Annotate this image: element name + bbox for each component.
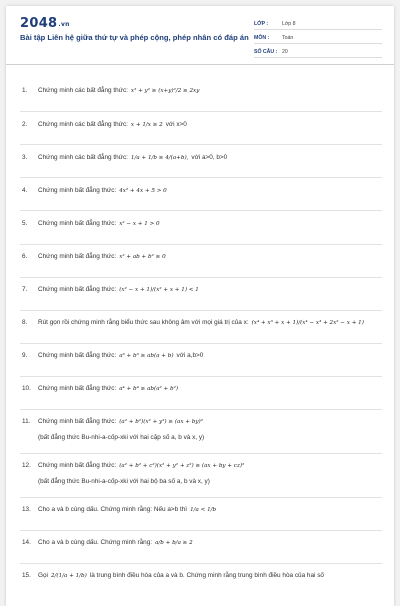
- question-number: 10.: [22, 385, 31, 392]
- question-item: [22, 505, 382, 515]
- question-text: Chứng minh bất đẳng thức:: [38, 385, 117, 392]
- question-text: Chứng minh bất đẳng thức:: [38, 352, 117, 359]
- question-item: [22, 219, 382, 229]
- meta-label: LỚP :: [254, 20, 269, 27]
- question-number: 5.: [22, 220, 28, 227]
- question-math: (a² + b² + c²)(x² + y² + z²) ≥ (ax + by + cz)²: [119, 463, 245, 469]
- question-condition: với a,b>0: [176, 352, 204, 359]
- question-item: [22, 285, 382, 295]
- document-meta: [254, 18, 382, 60]
- question-divider: [20, 144, 382, 145]
- question-divider: [20, 277, 382, 278]
- question-item: [22, 318, 382, 328]
- question-number: 14.: [22, 539, 31, 546]
- question-number: 11.: [22, 418, 31, 425]
- question-condition: với x>0: [165, 121, 187, 128]
- question-math: a⁴ + b⁴ ≥ ab(a² + b²): [119, 386, 179, 392]
- meta-row-subject: [254, 32, 382, 44]
- question-continuation: là trung bình điều hòa của a và b. Chứng minh rằng trung bình điều hòa của hai số: [89, 572, 324, 579]
- question-divider: [20, 244, 382, 245]
- meta-value: 20: [282, 48, 288, 55]
- question-math: 1/a + 1/b ≥ 4/(a+b),: [130, 155, 189, 161]
- question-math: (a² + b²)(x² + y²) ≥ (ax + by)²: [119, 419, 203, 425]
- meta-value: Lớp 8: [282, 20, 296, 27]
- question-math: x + 1/x ≥ 2: [130, 122, 163, 128]
- question-math: a/b + b/a ≥ 2: [155, 540, 193, 546]
- meta-row-count: [254, 46, 382, 58]
- question-item: [22, 153, 382, 163]
- question-divider: [20, 376, 382, 377]
- question-text: Chứng minh bất đẳng thức:: [38, 187, 117, 194]
- question-divider: [20, 310, 382, 311]
- question-divider: [20, 111, 382, 112]
- question-math: x² + ab + b² ≥ 0: [119, 254, 166, 260]
- question-number: 6.: [22, 253, 28, 260]
- meta-row-class: [254, 18, 382, 30]
- question-item: [22, 461, 382, 486]
- question-text: Chứng minh bất đẳng thức:: [38, 286, 117, 293]
- question-item: [22, 417, 382, 442]
- question-text: Chứng minh bất đẳng thức:: [38, 253, 117, 260]
- question-math: x² + y² ≥ (x+y)²/2 ≥ 2xy: [130, 88, 200, 94]
- document-header: [6, 6, 394, 65]
- logo-main: 2048: [20, 16, 58, 31]
- question-text: Chứng minh các bất đẳng thức:: [38, 154, 128, 161]
- question-number: 15.: [22, 572, 31, 579]
- question-number: 9.: [22, 352, 28, 359]
- question-item: [22, 86, 382, 96]
- question-text: Cho a và b cùng dấu. Chứng minh rằng: Nếu a>b thì: [38, 506, 188, 513]
- question-number: 1.: [22, 87, 28, 94]
- question-divider: [20, 563, 382, 564]
- meta-value: Toán: [282, 34, 294, 41]
- logo-suffix: .vn: [58, 21, 70, 28]
- meta-label: MÔN :: [254, 34, 270, 41]
- question-item: [22, 384, 382, 394]
- question-math: 4x² + 4x + 5 > 0: [119, 188, 167, 194]
- question-item: [22, 538, 382, 548]
- question-math: (x² − x + 1)/(x² + x + 1) < 1: [119, 287, 199, 293]
- document-title: Bài tập Liên hệ giữa thứ tự và phép cộng, phép nhân có đáp án: [20, 33, 249, 42]
- question-text: Gọi: [38, 572, 48, 579]
- question-text: Chứng minh bất đẳng thức:: [38, 220, 117, 227]
- question-item: [22, 571, 382, 581]
- question-note: (bất đẳng thức Bu-nhi-a-cốp-xki với hai cặp số a, b và x, y): [38, 434, 205, 441]
- question-text: Rút gọn rồi chứng minh rằng biểu thức sau không âm với mọi giá trị của x:: [38, 319, 249, 326]
- question-divider: [20, 530, 382, 531]
- question-text: Chứng minh các bất đẳng thức:: [38, 121, 128, 128]
- question-text: Chứng minh bất đẳng thức:: [38, 418, 117, 425]
- question-divider: [20, 343, 382, 344]
- question-math: 2/(1/a + 1/b): [50, 573, 87, 579]
- question-divider: [20, 453, 382, 454]
- question-math: (x⁴ + x³ + x + 1)/(x⁴ − x³ + 2x² − x + 1): [251, 320, 364, 326]
- question-divider: [20, 177, 382, 178]
- question-item: [22, 120, 382, 130]
- question-math: a³ + b³ ≥ ab(a + b): [119, 353, 174, 359]
- question-divider: [20, 497, 382, 498]
- question-divider: [20, 409, 382, 410]
- question-math: x² − x + 1 > 0: [119, 221, 160, 227]
- question-math: 1/a < 1/b: [190, 507, 217, 513]
- question-item: [22, 186, 382, 196]
- question-number: 2.: [22, 121, 28, 128]
- question-list: [6, 64, 394, 606]
- question-note: (bất đẳng thức Bu-nhi-a-cốp-xki với hai bộ ba số a, b và x, y): [38, 478, 210, 485]
- document-page: [6, 6, 394, 606]
- question-number: 12.: [22, 462, 31, 469]
- question-text: Cho a và b cùng dấu. Chứng minh rằng:: [38, 539, 153, 546]
- question-text: Chứng minh các bất đẳng thức:: [38, 87, 128, 94]
- question-number: 4.: [22, 187, 28, 194]
- question-divider: [20, 210, 382, 211]
- question-number: 7.: [22, 286, 28, 293]
- question-number: 13.: [22, 506, 31, 513]
- question-condition: với a>0, b>0: [191, 154, 228, 161]
- question-item: [22, 351, 382, 361]
- meta-label: SỐ CÂU :: [254, 48, 278, 55]
- question-item: [22, 252, 382, 262]
- question-text: Chứng minh bất đẳng thức:: [38, 462, 117, 469]
- question-number: 8.: [22, 319, 28, 326]
- site-logo[interactable]: [20, 16, 70, 31]
- question-number: 3.: [22, 154, 28, 161]
